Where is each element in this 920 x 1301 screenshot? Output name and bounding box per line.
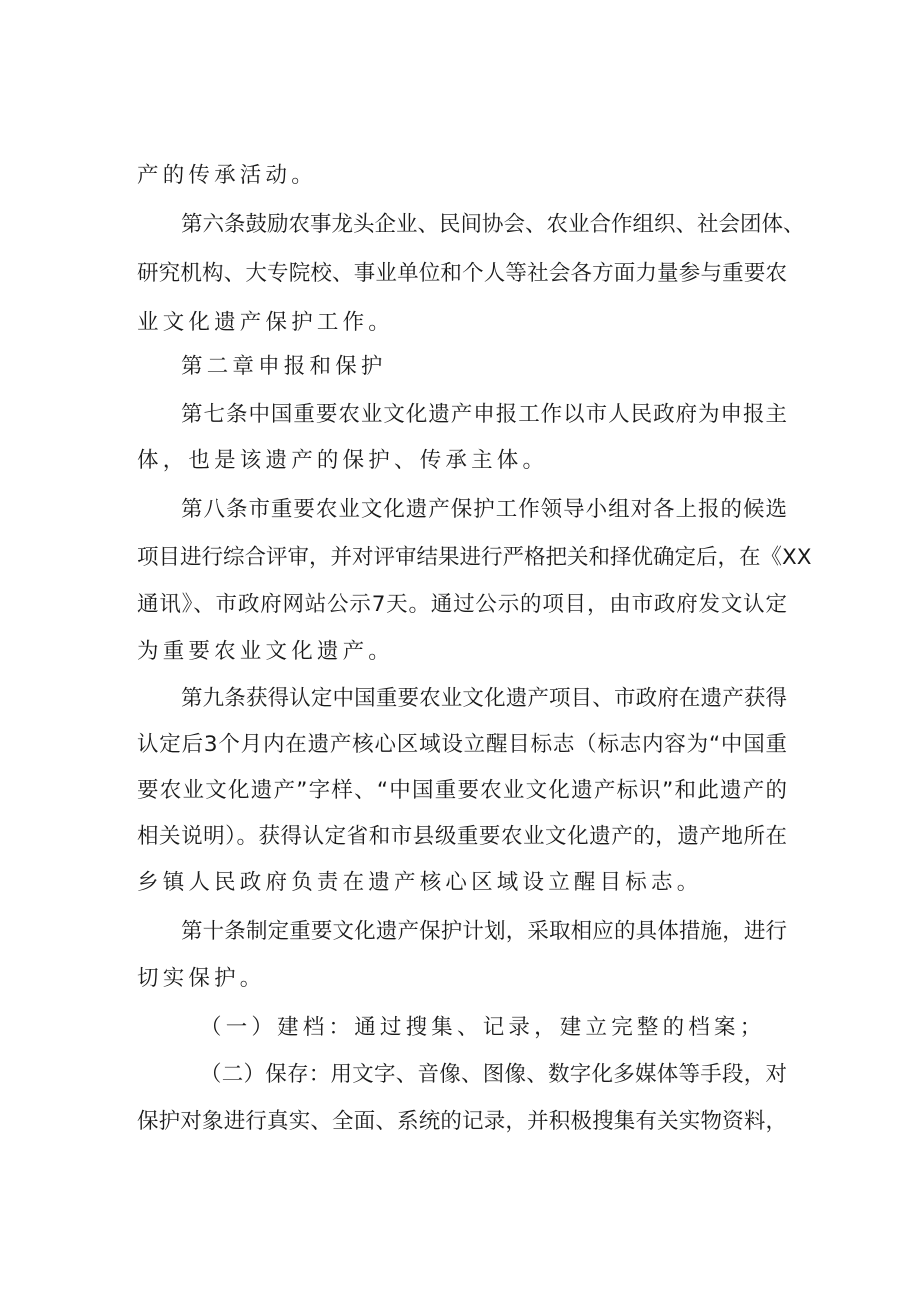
text-line: 为重要农业文化遗产。 [137,639,395,664]
text-line: 认定后3个月内在遗产核心区域设立醒目标志（标志内容为“中国重 [137,732,787,757]
text-line: 项目进行综合评审，并对评审结果进行严格把关和择优确定后，在《XX [137,545,812,570]
text-line: 第九条获得认定中国重要农业文化遗产项目、市政府在遗产获得 [181,686,787,711]
text-line: 切实保护。 [137,966,266,991]
text-line: 研究机构、大专院校、事业单位和个人等社会各方面力量参与重要农 [137,261,787,286]
list-item: （一）建档：通过搜集、记录，建立完整的档案； [200,1015,766,1040]
text-line: 第六条鼓励农事龙头企业、民间协会、农业合作组织、社会团体、 [181,212,805,237]
text-line: 业文化遗产保护工作。 [137,310,395,335]
list-item: （二）保存：用文字、音像、图像、数字化多媒体等手段，对 [200,1062,787,1087]
text-line: 保护对象进行真实、全面、系统的记录，并积极搜集有关实物资料， [137,1109,787,1134]
text-line: 乡镇人民政府负责在遗产核心区域设立醒目标志。 [137,870,703,895]
text-line: 要农业文化遗产”字样、“中国重要农业文化遗产标识”和此遗产的 [137,778,787,803]
text-line: 产的传承活动。 [137,163,317,188]
chapter-heading: 第二章申报和保护 [181,354,387,379]
text-line: 体，也是该遗产的保护、传承主体。 [137,448,549,473]
text-line: 第七条中国重要农业文化遗产申报工作以市人民政府为申报主 [181,402,787,427]
text-line: 相关说明）。获得认定省和市县级重要农业文化遗产的，遗产地所在 [137,824,787,849]
text-line: 通讯》、市政府网站公示7天。通过公示的项目，由市政府发文认定 [137,592,787,617]
text-line: 第十条制定重要文化遗产保护计划，采取相应的具体措施，进行 [181,919,787,944]
text-line: 第八条市重要农业文化遗产保护工作领导小组对各上报的候选 [181,497,787,522]
